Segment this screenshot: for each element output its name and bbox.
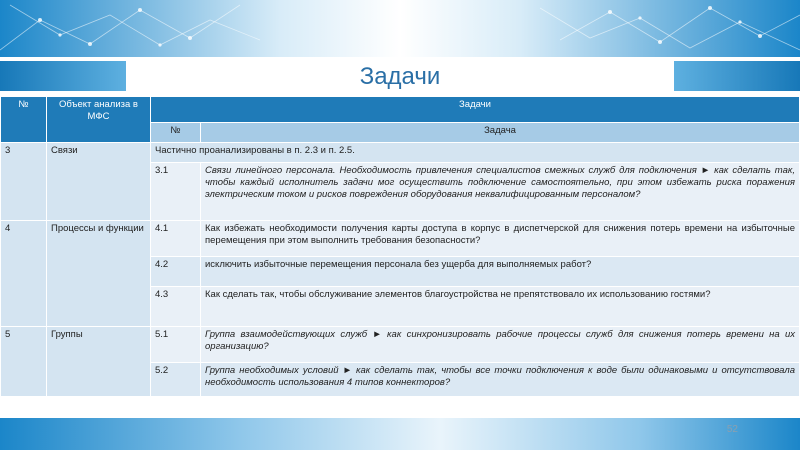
header-banner (0, 0, 800, 57)
row-sub-num: 3.1 (151, 163, 201, 221)
table-row (1, 221, 800, 257)
row-task-text: Группа взаимодействующих служб ► как синхронизировать рабочие процессы служб для снижения потерь времени на их организацию? (201, 327, 800, 363)
row-object: Процессы и функции (47, 221, 151, 327)
row-task-text: Как избежать необходимости получения карты доступа в корпус в диспетчерской для снижения потерь времени на избыточные перемещения при этом выполнить требования безопасности? (201, 221, 800, 257)
table-header-row (1, 97, 800, 123)
row-sub-num: 4.3 (151, 287, 201, 327)
title-bar (0, 57, 800, 95)
row-num: 4 (1, 221, 47, 327)
row-object: Связи (47, 143, 151, 221)
row-sub-num: 4.2 (151, 257, 201, 287)
page-title: Задачи (359, 63, 441, 90)
row-sub-num: 4.1 (151, 221, 201, 257)
header-task: Задача (201, 123, 800, 143)
row-task-text: Связи линейного персонала. Необходимость привлечения специалистов смежных служб для подключения ► как сделать так, чтобы каждый исполнитель задачи мог осуществить подключение самостоятельно, при этом избежать риска поражения электрическим током и рисков повреждения оборудования неквалифицированным персоналом? (201, 163, 800, 221)
page-number: 52 (726, 424, 738, 435)
row-object: Группы (47, 327, 151, 397)
row-sub-num: 5.1 (151, 327, 201, 363)
row-task-text: Группа необходимых условий ► как сделать так, чтобы все точки подключения к воде были одинаковыми и отсутствовала необходимость использования 4 типов коннекторов? (201, 363, 800, 397)
tasks-table (0, 96, 800, 397)
header-num: № (1, 97, 47, 143)
row-num: 5 (1, 327, 47, 397)
header-tasks: Задачи (151, 97, 800, 123)
header-object: Объект анализа в МФС (47, 97, 151, 143)
table-row (1, 143, 800, 163)
footer-banner (0, 418, 800, 450)
header-sub-num: № (151, 123, 201, 143)
row-task-text: исключить избыточные перемещения персонала без ущерба для выполняемых работ? (201, 257, 800, 287)
row-num: 3 (1, 143, 47, 221)
network-pattern-icon (0, 0, 800, 57)
row-sub-num: 5.2 (151, 363, 201, 397)
row-task-text: Как сделать так, чтобы обслуживание элементов благоустройства не препятствовало их использованию гостями? (201, 287, 800, 327)
table-row (1, 327, 800, 363)
row-summary: Частично проанализированы в п. 2.3 и п. 2.5. (151, 143, 800, 163)
